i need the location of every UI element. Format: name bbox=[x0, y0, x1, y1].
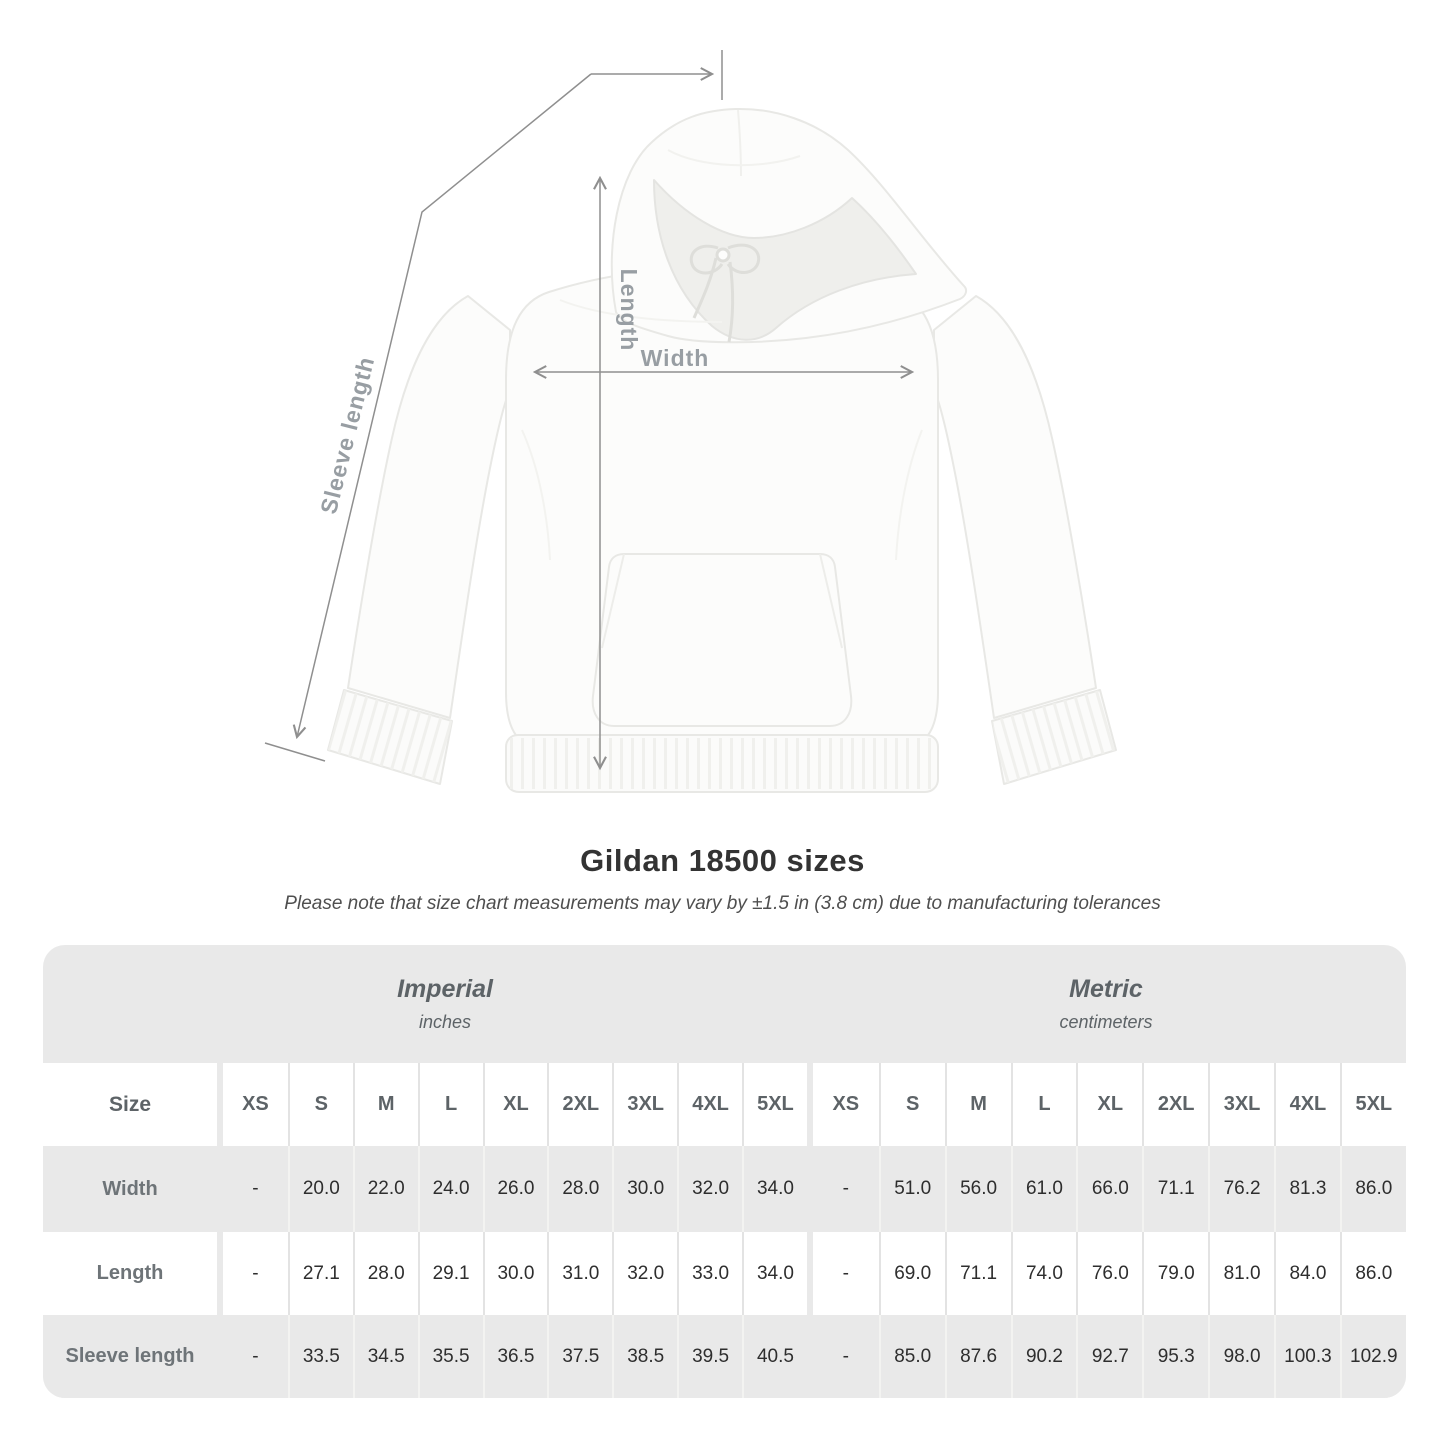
size-column-header: Size bbox=[108, 1092, 152, 1116]
value-cell: 79.0 bbox=[1142, 1232, 1208, 1315]
value-cell: - bbox=[252, 1345, 259, 1367]
value-cell: 35.5 bbox=[418, 1315, 483, 1398]
size-header-cell: XS bbox=[242, 1093, 269, 1115]
value-cell: 84.0 bbox=[1274, 1232, 1340, 1315]
imperial-section-header bbox=[295, 945, 595, 1063]
value-cell: 22.0 bbox=[353, 1146, 418, 1232]
metric-section-header bbox=[956, 945, 1256, 1063]
size-header-cell: XS bbox=[832, 1093, 860, 1115]
value-cell: 33.0 bbox=[677, 1232, 742, 1315]
value-cell: - bbox=[252, 1178, 259, 1199]
size-chart-table bbox=[43, 945, 1406, 1398]
value-cell: 76.0 bbox=[1076, 1232, 1142, 1315]
value-cell: 56.0 bbox=[945, 1146, 1011, 1232]
size-header-cell: 5XL bbox=[1340, 1063, 1406, 1146]
value-cell: 85.0 bbox=[879, 1315, 945, 1398]
hoodie-illustration bbox=[328, 109, 1116, 792]
imperial-section-title: Imperial bbox=[397, 975, 493, 1003]
value-cell: 51.0 bbox=[879, 1146, 945, 1232]
value-cell: 34.5 bbox=[353, 1315, 418, 1398]
value-cell: 38.5 bbox=[612, 1315, 677, 1398]
unit-section-header bbox=[43, 945, 1406, 1063]
value-cell: 40.5 bbox=[742, 1315, 807, 1398]
size-header-cell: 2XL bbox=[547, 1063, 612, 1146]
value-cell: 76.2 bbox=[1208, 1146, 1274, 1232]
sleeve-length-label: Sleeve length bbox=[315, 353, 380, 517]
length-row bbox=[43, 1232, 1406, 1315]
value-cell: 66.0 bbox=[1076, 1146, 1142, 1232]
value-cell: 61.0 bbox=[1011, 1146, 1077, 1232]
size-header-cell: L bbox=[1011, 1063, 1077, 1146]
size-header-cell: 4XL bbox=[1274, 1063, 1340, 1146]
value-cell: - bbox=[842, 1262, 849, 1284]
size-header-cell: L bbox=[418, 1063, 483, 1146]
row-label: Sleeve length bbox=[65, 1345, 195, 1367]
value-cell: 30.0 bbox=[612, 1146, 677, 1232]
row-label: Length bbox=[96, 1262, 164, 1284]
size-header-cell: 3XL bbox=[612, 1063, 677, 1146]
metric-section-title: Metric bbox=[1069, 975, 1143, 1003]
sleeve-length-row bbox=[43, 1315, 1406, 1398]
value-cell: 34.0 bbox=[742, 1146, 807, 1232]
value-cell: 81.3 bbox=[1274, 1146, 1340, 1232]
size-header-cell: XL bbox=[483, 1063, 548, 1146]
length-label: Length bbox=[616, 268, 642, 352]
right-sleeve bbox=[934, 296, 1096, 718]
value-cell: 69.0 bbox=[879, 1232, 945, 1315]
imperial-section-unit: inches bbox=[418, 1012, 472, 1032]
row-label: Width bbox=[102, 1177, 158, 1200]
value-cell: 29.1 bbox=[418, 1232, 483, 1315]
value-cell: 20.0 bbox=[288, 1146, 353, 1232]
value-cell: 74.0 bbox=[1011, 1232, 1077, 1315]
value-cell: 31.0 bbox=[547, 1232, 612, 1315]
value-cell: 32.0 bbox=[612, 1232, 677, 1315]
value-cell: 81.0 bbox=[1208, 1232, 1274, 1315]
tolerance-note: Please note that size chart measurements may vary by ±1.5 in (3.8 cm) due to manufacturing tolerances bbox=[284, 893, 1161, 914]
value-cell: 100.3 bbox=[1274, 1315, 1340, 1398]
size-header-cell: M bbox=[353, 1063, 418, 1146]
value-cell: 39.5 bbox=[677, 1315, 742, 1398]
value-cell: 95.3 bbox=[1142, 1315, 1208, 1398]
size-header-cell: 3XL bbox=[1208, 1063, 1274, 1146]
value-cell: 27.1 bbox=[288, 1232, 353, 1315]
cuff-tick-line bbox=[265, 743, 325, 761]
size-header-cell: S bbox=[288, 1063, 353, 1146]
value-cell: 32.0 bbox=[677, 1146, 742, 1232]
value-cell: 102.9 bbox=[1340, 1315, 1406, 1398]
value-cell: 87.6 bbox=[945, 1315, 1011, 1398]
metric-section-unit: centimeters bbox=[1059, 1012, 1153, 1032]
size-header-cell: 4XL bbox=[677, 1063, 742, 1146]
size-header-cell: S bbox=[879, 1063, 945, 1146]
value-cell: 90.2 bbox=[1011, 1315, 1077, 1398]
kangaroo-pocket bbox=[593, 554, 852, 726]
value-cell: 86.0 bbox=[1340, 1146, 1406, 1232]
value-cell: 36.5 bbox=[483, 1315, 548, 1398]
value-cell: 98.0 bbox=[1208, 1315, 1274, 1398]
value-cell: 92.7 bbox=[1076, 1315, 1142, 1398]
size-header-cell: M bbox=[945, 1063, 1011, 1146]
width-label: Width bbox=[640, 345, 710, 371]
page-title: Gildan 18500 sizes bbox=[580, 843, 865, 878]
value-cell: 24.0 bbox=[418, 1146, 483, 1232]
value-cell: 26.0 bbox=[483, 1146, 548, 1232]
size-header-cell: 5XL bbox=[742, 1063, 807, 1146]
value-cell: 37.5 bbox=[547, 1315, 612, 1398]
value-cell: 33.5 bbox=[288, 1315, 353, 1398]
value-cell: - bbox=[842, 1178, 849, 1199]
value-cell: - bbox=[252, 1262, 259, 1284]
size-header-cell: XL bbox=[1076, 1063, 1142, 1146]
size-header-row bbox=[43, 1063, 1406, 1146]
imperial-metric-divider bbox=[807, 945, 813, 1398]
value-cell: - bbox=[842, 1345, 849, 1367]
value-cell: 86.0 bbox=[1340, 1232, 1406, 1315]
value-cell: 71.1 bbox=[1142, 1146, 1208, 1232]
width-row bbox=[43, 1146, 1406, 1232]
value-cell: 30.0 bbox=[483, 1232, 548, 1315]
value-cell: 28.0 bbox=[353, 1232, 418, 1315]
value-cell: 28.0 bbox=[547, 1146, 612, 1232]
value-cell: 34.0 bbox=[742, 1232, 807, 1315]
value-cell: 71.1 bbox=[945, 1232, 1011, 1315]
size-imperial-divider bbox=[217, 945, 223, 1398]
size-header-cell: 2XL bbox=[1142, 1063, 1208, 1146]
